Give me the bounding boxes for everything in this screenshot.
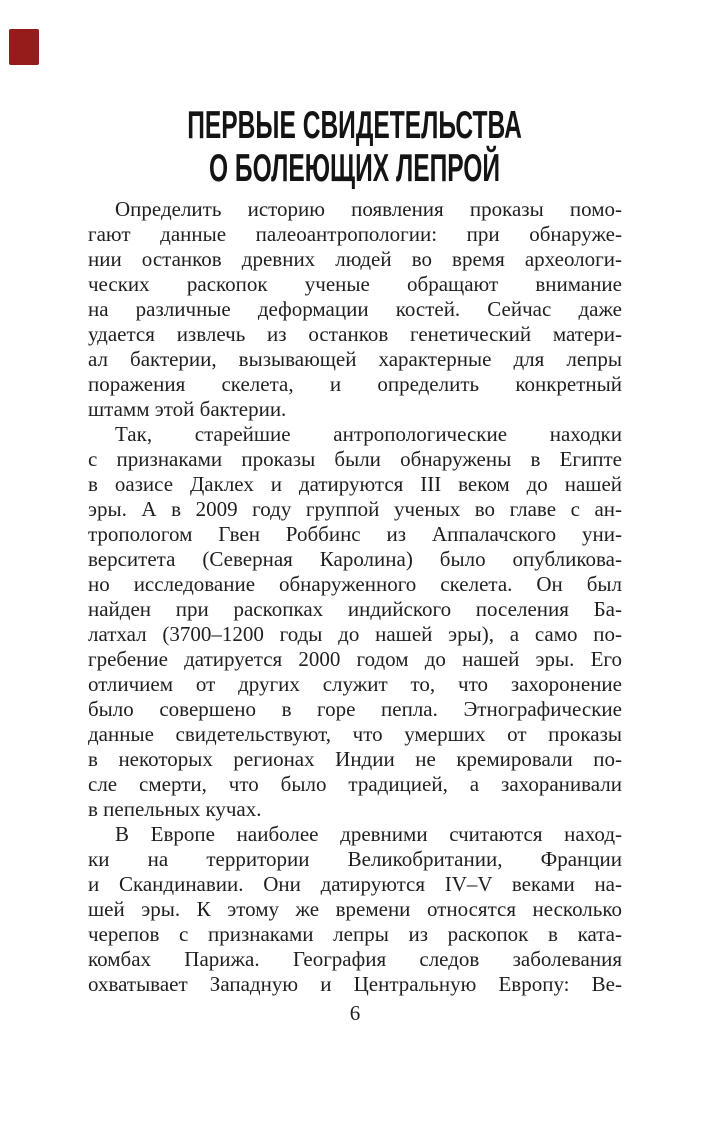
text-line: в пепельных кучах. <box>88 797 262 821</box>
chapter-title-line2: О БОЛЕЮЩИХ ЛЕПРОЙ <box>208 147 501 190</box>
text-line: сле смерти, что было традицией, а захоранивали <box>88 772 622 796</box>
text-line: охватывает Западную и Центральную Европу: Ве- <box>88 972 622 996</box>
paragraph <box>88 422 622 822</box>
chapter-title-block <box>0 104 709 190</box>
text-line: на различные деформации костей. Сейчас даже <box>88 297 622 321</box>
paragraph <box>88 822 622 997</box>
text-line: В Европе наиболее древними считаются наход- <box>115 822 622 846</box>
text-line: гают данные палеоантропологии: при обнаруже- <box>88 222 622 246</box>
text-line: ал бактерии, вызывающей характерные для лепры <box>88 347 622 371</box>
text-line: ки на территории Великобритании, Франции <box>88 847 622 871</box>
text-line: в некоторых регионах Индии не кремировали по- <box>88 747 622 771</box>
text-line: ческих раскопок ученые обращают внимание <box>88 272 622 296</box>
text-line: найден при раскопках индийского поселения Ба- <box>88 597 622 621</box>
bookmark-ribbon-icon <box>9 29 39 65</box>
text-line: было совершено в горе пепла. Этнографические <box>88 697 622 721</box>
paragraph <box>88 197 622 422</box>
text-line: Определить историю появления проказы помо- <box>115 197 622 221</box>
text-line: верситета (Северная Каролина) было опубликова- <box>88 547 622 571</box>
text-line: черепов с признаками лепры из раскопок в ката- <box>88 922 622 946</box>
text-line: поражения скелета, и определить конкретный <box>88 372 622 396</box>
text-line: данные свидетельствуют, что умерших от проказы <box>88 722 622 746</box>
text-line: и Скандинавии. Они датируются IV–V веками на- <box>88 872 622 896</box>
text-line: с признаками проказы были обнаружены в Египте <box>88 447 622 471</box>
text-line: тропологом Гвен Роббинс из Аппалачского уни- <box>88 522 622 546</box>
text-line: удается извлечь из останков генетический матери- <box>88 322 622 346</box>
text-line: штамм этой бактерии. <box>88 397 287 421</box>
text-line: отличием от других служит то, что захоронение <box>88 672 622 696</box>
page-number: 6 <box>349 1001 361 1025</box>
text-line: комбах Парижа. География следов заболевания <box>88 947 622 971</box>
text-line: гребение датируется 2000 годом до нашей эры. Его <box>88 647 622 671</box>
text-line: нии останков древних людей во время археологи- <box>88 247 622 271</box>
text-line: латхал (3700–1200 годы до нашей эры), а само по- <box>88 622 622 646</box>
chapter-title <box>187 104 522 190</box>
text-line: но исследование обнаруженного скелета. Он был <box>88 572 622 596</box>
text-line: Так, старейшие антропологические находки <box>115 422 622 446</box>
text-line: шей эры. К этому же времени относятся несколько <box>88 897 622 921</box>
body-text <box>88 197 622 997</box>
text-line: в оазисе Даклех и датируются III веком до нашей <box>88 472 622 496</box>
chapter-title-line1: ПЕРВЫЕ СВИДЕТЕЛЬСТВА <box>187 104 522 147</box>
text-line: эры. А в 2009 году группой ученых во главе с ан- <box>88 497 622 521</box>
